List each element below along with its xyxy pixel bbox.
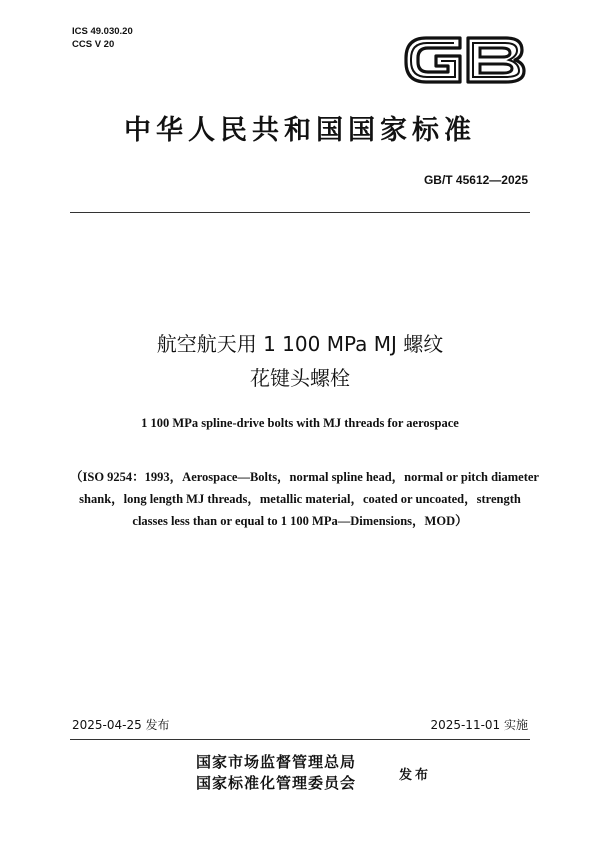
publisher-sac: 国家标准化管理委员会 xyxy=(196,774,357,792)
ics-code: ICS 49.030.20 xyxy=(72,26,133,37)
gb-standard-logo xyxy=(402,30,528,90)
implementation-date: 2025-11-01 实施 xyxy=(430,718,528,732)
top-divider xyxy=(70,212,530,213)
standard-number: GB/T 45612—2025 xyxy=(423,173,528,187)
equivalent-line-2: shank，long length MJ threads，metallic material，coated or uncoated，strength xyxy=(79,492,521,506)
equivalent-standard xyxy=(70,466,539,532)
national-standard-title: 中华人民共和国国家标准 xyxy=(124,115,476,146)
equivalent-line-3: classes less than or equal to 1 100 MPa—Dimensions，MOD） xyxy=(132,514,468,528)
publish-label: 发布 xyxy=(399,768,432,783)
publisher-samr: 国家市场监督管理总局 xyxy=(196,753,357,771)
release-date: 2025-04-25 发布 xyxy=(72,718,170,732)
title-zh-line-1: 航空航天用 1 100 MPa MJ 螺纹 xyxy=(156,332,444,356)
title-en: 1 100 MPa spline-drive bolts with MJ threads for aerospace xyxy=(141,416,459,430)
equivalent-line-1: （ISO 9254：1993，Aerospace—Bolts，normal spline head，normal or pitch diameter xyxy=(70,470,539,484)
bottom-divider xyxy=(70,739,530,740)
publishers xyxy=(196,752,356,794)
ccs-code: CCS V 20 xyxy=(72,39,115,50)
title-zh-line-2: 花键头螺栓 xyxy=(250,366,350,390)
classification-codes xyxy=(72,25,133,51)
